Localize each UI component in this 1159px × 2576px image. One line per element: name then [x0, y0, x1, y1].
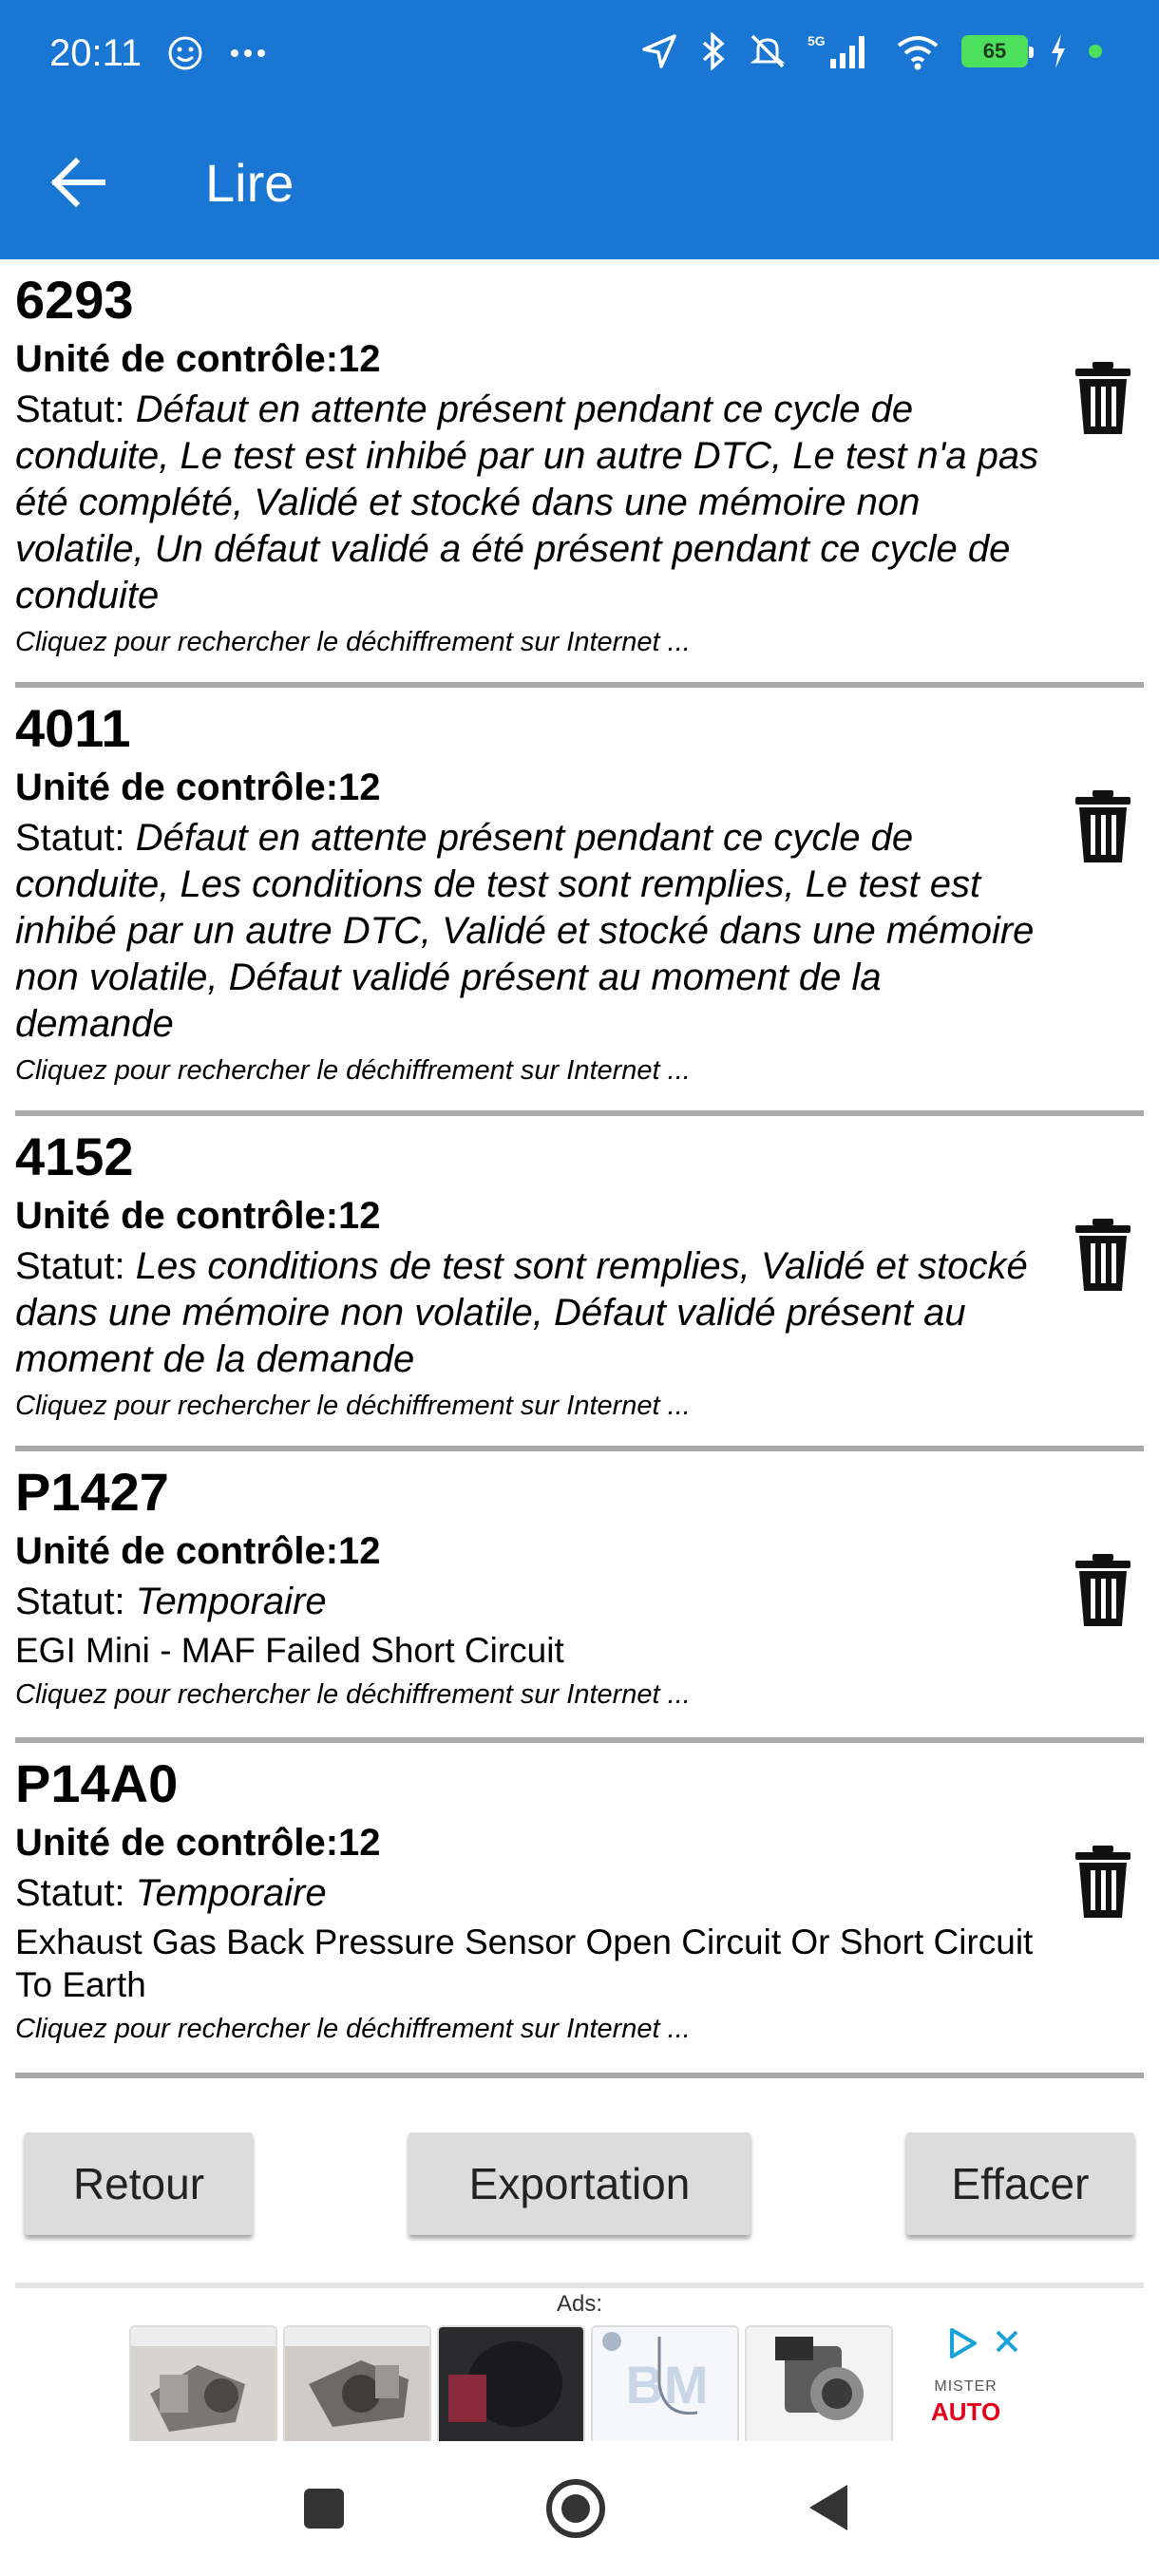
- mute-bell-icon: [749, 32, 787, 70]
- dtc-description: Exhaust Gas Back Pressure Sensor Open Circuit Or Short Circuit To Earth: [15, 1923, 1034, 2004]
- back-arrow-icon[interactable]: [48, 149, 114, 216]
- trash-icon[interactable]: [1074, 1554, 1132, 1626]
- dtc-code: 4152: [15, 1127, 134, 1186]
- dtc-code: P14A0: [15, 1753, 179, 1813]
- status-value: Temporaire: [135, 1581, 327, 1622]
- dtc-code: 4011: [15, 698, 131, 758]
- dtc-status: [15, 1870, 1041, 1917]
- dtc-item-6293[interactable]: [15, 259, 1144, 688]
- page-title: Lire: [205, 153, 294, 213]
- dtc-status: [15, 1579, 1041, 1625]
- dtc-item-P14A0[interactable]: [15, 1743, 1144, 2078]
- ad-logo-bottom: AUTO: [931, 2397, 1001, 2426]
- search-link[interactable]: Cliquez pour rechercher le déchiffrement sur Internet ...: [15, 1055, 691, 1086]
- signal-5g-icon: [808, 32, 874, 70]
- status-label: Statut:: [15, 1581, 136, 1622]
- status-value: Les conditions de test sont remplies, Validé et stocké dans une mémoire non volatile, Défaut validé présent au moment de la demande: [15, 1245, 1028, 1380]
- search-link[interactable]: Cliquez pour rechercher le déchiffrement sur Internet ...: [15, 1391, 691, 1421]
- system-nav-bar: [0, 2441, 1159, 2576]
- status-label: Statut:: [15, 1872, 136, 1914]
- action-buttons: [0, 2132, 1159, 2237]
- nav-back-icon[interactable]: [809, 2485, 847, 2530]
- dtc-description: EGI Mini - MAF Failed Short Circuit: [15, 1631, 564, 1670]
- wifi-icon: [895, 32, 940, 70]
- dtc-item-4152[interactable]: [15, 1116, 1144, 1451]
- status-value: Temporaire: [135, 1872, 327, 1914]
- status-label: Statut:: [15, 817, 136, 859]
- status-time: 20:11: [49, 32, 142, 74]
- status-label: Statut:: [15, 388, 136, 430]
- status-label: Statut:: [15, 1245, 136, 1287]
- trash-icon[interactable]: [1074, 1846, 1132, 1918]
- dtc-status: [15, 815, 1041, 1048]
- dtc-unit: Unité de contrôle:12: [15, 767, 381, 808]
- app-bar: [0, 109, 1159, 259]
- ad-logo-top: MISTER: [934, 2378, 998, 2395]
- status-dot: [1089, 45, 1102, 58]
- more-dots-icon: [229, 47, 267, 59]
- ad-image[interactable]: [129, 2325, 277, 2441]
- search-link[interactable]: Cliquez pour rechercher le déchiffrement sur Internet ...: [15, 1679, 691, 1710]
- battery-icon: [961, 35, 1028, 67]
- dtc-unit: Unité de contrôle:12: [15, 1822, 381, 1864]
- svg-text:5G: 5G: [808, 33, 826, 48]
- dtc-code: P1427: [15, 1462, 169, 1522]
- export-button[interactable]: Exportation: [408, 2132, 750, 2235]
- search-link[interactable]: Cliquez pour rechercher le déchiffrement sur Internet ...: [15, 627, 691, 657]
- svg-text:BM: BM: [625, 2355, 709, 2415]
- bluetooth-icon: [699, 32, 728, 70]
- search-link[interactable]: Cliquez pour rechercher le déchiffrement sur Internet ...: [15, 2014, 691, 2044]
- trash-icon[interactable]: [1074, 362, 1132, 434]
- dtc-item-P1427[interactable]: [15, 1451, 1144, 1743]
- ad-brand-logo[interactable]: [931, 2375, 1000, 2424]
- trash-icon[interactable]: [1074, 790, 1132, 862]
- home-icon[interactable]: [546, 2479, 605, 2538]
- status-value: Défaut en attente présent pendant ce cycle de conduite, Les conditions de test sont remplies, Le test est inhibé par un autre DTC, Validé et stocké dans une mémoire non volatile, Défaut validé présent au moment de la demande: [15, 817, 1035, 1045]
- adchoices-icon[interactable]: [946, 2324, 1028, 2362]
- ad-carousel[interactable]: [129, 2325, 893, 2441]
- dtc-list: [0, 259, 1159, 2078]
- emoji-icon: [166, 34, 204, 72]
- divider: [15, 2282, 1144, 2288]
- dtc-unit: Unité de contrôle:12: [15, 1195, 381, 1237]
- dtc-status: [15, 1243, 1041, 1383]
- dtc-status: [15, 387, 1041, 619]
- status-value: Défaut en attente présent pendant ce cycle de conduite, Le test est inhibé par un autre DTC, Le test n'a pas été complété, Validé et stocké dans une mémoire non volatile, Un défaut validé a été présent pendant ce cycle de conduite: [15, 388, 1039, 616]
- location-icon: [640, 32, 678, 70]
- battery-level: 65: [982, 39, 1007, 63]
- dtc-unit: Unité de contrôle:12: [15, 338, 381, 380]
- ads-label: Ads:: [556, 2291, 603, 2317]
- dtc-unit: Unité de contrôle:12: [15, 1530, 381, 1572]
- ad-image[interactable]: [283, 2325, 431, 2441]
- charging-icon: [1049, 32, 1068, 70]
- ad-image[interactable]: [745, 2325, 893, 2441]
- dtc-item-4011[interactable]: [15, 688, 1144, 1116]
- dtc-code: 6293: [15, 270, 134, 330]
- ad-image[interactable]: [437, 2325, 585, 2441]
- retour-button[interactable]: Retour: [25, 2132, 253, 2235]
- effacer-button[interactable]: Effacer: [906, 2132, 1134, 2235]
- recent-apps-icon[interactable]: [304, 2489, 344, 2529]
- ad-image[interactable]: [591, 2325, 739, 2441]
- trash-icon[interactable]: [1074, 1219, 1132, 1291]
- status-bar: [0, 0, 1159, 109]
